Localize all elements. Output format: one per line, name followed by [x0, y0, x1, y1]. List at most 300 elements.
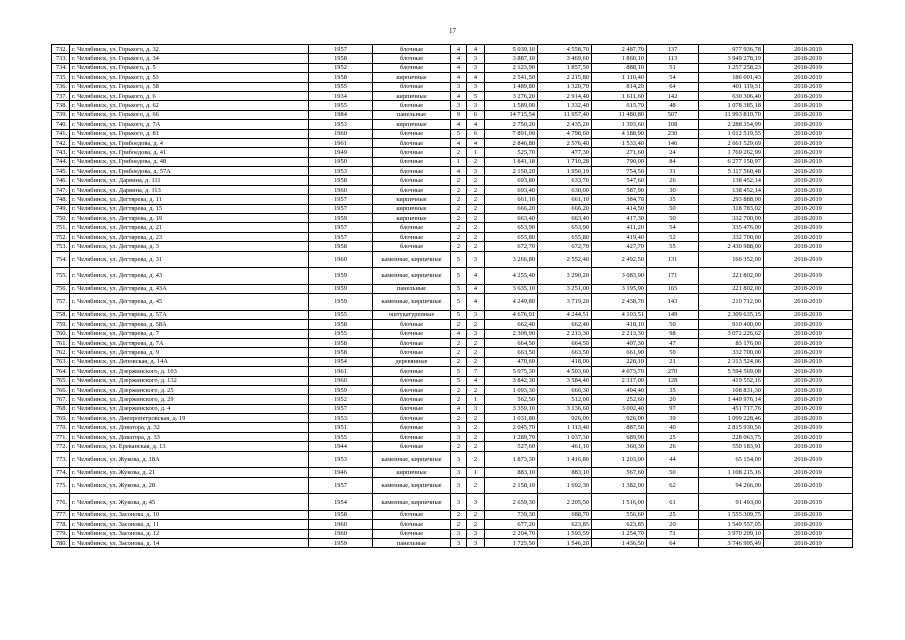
repair-cost-cell: 5 117 560,48: [699, 167, 764, 176]
total-area-cell: 661,10: [485, 195, 538, 204]
year-built-cell: 1958: [309, 176, 373, 185]
entrances-cell: 2: [467, 348, 485, 357]
floors-cell: 5: [451, 251, 467, 268]
entrances-cell: 6: [467, 129, 485, 138]
repair-period-cell: 2018-2019: [764, 329, 853, 338]
residents-cell: 84: [647, 157, 699, 166]
year-built-cell: 1957: [309, 45, 373, 54]
wall-material-cell: блочные: [373, 157, 451, 166]
address-cell: г. Челябинск, ул. Дегтярева, д. 3: [70, 242, 309, 251]
residential-area-cell: 2 213,30: [592, 329, 647, 338]
address-cell: г. Челябинск, ул. Жукова, д. 45: [70, 494, 309, 511]
table-row: [52, 63, 853, 72]
row-number-cell: 748.: [52, 195, 70, 204]
row-number-cell: 745.: [52, 167, 70, 176]
wall-material-cell: блочные: [373, 520, 451, 529]
entrances-cell: 4: [467, 268, 485, 285]
repair-cost-cell: 65 154,00: [699, 451, 764, 468]
year-built-cell: 1957: [309, 404, 373, 413]
table-row: [52, 284, 853, 293]
row-number-cell: 766.: [52, 385, 70, 394]
total-area-cell: 653,90: [485, 223, 538, 232]
repair-cost-cell: 221 802,00: [699, 268, 764, 285]
entrances-cell: 2: [467, 320, 485, 329]
entrances-cell: 3: [467, 529, 485, 538]
residential-area-cell: 271,60: [592, 148, 647, 157]
row-number-cell: 741.: [52, 129, 70, 138]
repair-cost-cell: 332 700,00: [699, 232, 764, 241]
row-number-cell: 765.: [52, 376, 70, 385]
row-number-cell: 752.: [52, 232, 70, 241]
residents-cell: 55: [647, 242, 699, 251]
residential-area-cell: 494,40: [592, 385, 647, 394]
residents-cell: 270: [647, 367, 699, 376]
living-area-cell: 663,40: [538, 214, 592, 223]
living-area-cell: 2 914,40: [538, 91, 592, 100]
row-number-cell: 777.: [52, 510, 70, 519]
residential-area-cell: 567,60: [592, 468, 647, 477]
total-area-cell: 2 541,50: [485, 73, 538, 82]
floors-cell: 2: [451, 204, 467, 213]
row-number-cell: 746.: [52, 176, 70, 185]
year-built-cell: 1954: [309, 494, 373, 511]
total-area-cell: 663,40: [485, 214, 538, 223]
entrances-cell: 4: [467, 45, 485, 54]
year-built-cell: 1959: [309, 538, 373, 547]
wall-material-cell: каменные, кирпичные: [373, 451, 451, 468]
table-row: [52, 494, 853, 511]
residents-cell: 25: [647, 510, 699, 519]
residential-area-cell: 1 611,60: [592, 91, 647, 100]
floors-cell: 2: [451, 242, 467, 251]
residential-area-cell: 360,30: [592, 442, 647, 451]
address-cell: г. Челябинск, ул. Жукова, д. 21: [70, 468, 309, 477]
table-row: [52, 385, 853, 394]
wall-material-cell: кирпичные: [373, 91, 451, 100]
total-area-cell: 527,60: [485, 442, 538, 451]
residents-cell: 97: [647, 404, 699, 413]
living-area-cell: 1 113,40: [538, 423, 592, 432]
residents-cell: 50: [647, 214, 699, 223]
wall-material-cell: деревянные: [373, 357, 451, 366]
residential-area-cell: 414,50: [592, 204, 647, 213]
repair-cost-cell: 977 936,78: [699, 45, 764, 54]
residents-cell: 21: [647, 357, 699, 366]
table-row: [52, 120, 853, 129]
entrances-cell: 4: [467, 138, 485, 147]
row-number-cell: 758.: [52, 310, 70, 319]
repair-cost-cell: 1 099 228,46: [699, 414, 764, 423]
entrances-cell: 2: [467, 477, 485, 494]
living-area-cell: 883,10: [538, 468, 592, 477]
repair-period-cell: 2018-2019: [764, 414, 853, 423]
address-cell: г. Челябинск, ул. Дегтярева, д. 11: [70, 195, 309, 204]
year-built-cell: 1953: [309, 414, 373, 423]
repair-period-cell: 2018-2019: [764, 310, 853, 319]
year-built-cell: 1957: [309, 223, 373, 232]
repair-cost-cell: 228 063,75: [699, 432, 764, 441]
total-area-cell: 3 359,10: [485, 404, 538, 413]
residential-area-cell: 2 492,50: [592, 251, 647, 268]
total-area-cell: 739,30: [485, 510, 538, 519]
address-cell: г. Челябинск, ул. Дегтярева, д. 43: [70, 268, 309, 285]
row-number-cell: 769.: [52, 414, 70, 423]
floors-cell: 2: [451, 348, 467, 357]
total-area-cell: 1 873,30: [485, 451, 538, 468]
living-area-cell: 3 469,60: [538, 54, 592, 63]
table-row: [52, 432, 853, 441]
repair-period-cell: 2018-2019: [764, 294, 853, 311]
living-area-cell: 655,80: [538, 232, 592, 241]
year-built-cell: 1961: [309, 367, 373, 376]
residential-area-cell: 1 254,70: [592, 529, 647, 538]
residential-area-cell: 2 317,00: [592, 376, 647, 385]
floors-cell: 2: [451, 176, 467, 185]
repair-cost-cell: 332 700,00: [699, 214, 764, 223]
wall-material-cell: блочные: [373, 138, 451, 147]
residents-cell: 39: [647, 414, 699, 423]
residential-area-cell: 1 436,50: [592, 538, 647, 547]
floors-cell: 2: [451, 385, 467, 394]
residents-cell: 54: [647, 73, 699, 82]
total-area-cell: 2 659,30: [485, 494, 538, 511]
living-area-cell: 1 857,50: [538, 63, 592, 72]
residents-cell: 50: [647, 320, 699, 329]
row-number-cell: 763.: [52, 357, 70, 366]
residential-area-cell: 419,40: [592, 232, 647, 241]
repair-period-cell: 2018-2019: [764, 395, 853, 404]
wall-material-cell: блочные: [373, 101, 451, 110]
total-area-cell: 2 123,90: [485, 63, 538, 72]
living-area-cell: 688,70: [538, 510, 592, 519]
address-cell: г. Челябинск, ул. Дегтярева, д. 58А: [70, 320, 309, 329]
floors-cell: 4: [451, 73, 467, 82]
row-number-cell: 743.: [52, 148, 70, 157]
address-cell: г. Челябинск, ул. Грибоедова, д. 48: [70, 157, 309, 166]
floors-cell: 3: [451, 101, 467, 110]
year-built-cell: 1960: [309, 520, 373, 529]
address-cell: г. Челябинск, ул. Засонова, д. 12: [70, 529, 309, 538]
address-cell: г. Челябинск, ул. Дегтярева, д. 9: [70, 348, 309, 357]
floors-cell: 4: [451, 404, 467, 413]
living-area-cell: 4 503,60: [538, 367, 592, 376]
repair-period-cell: 2018-2019: [764, 120, 853, 129]
wall-material-cell: каменные, кирпичные: [373, 494, 451, 511]
row-number-cell: 734.: [52, 63, 70, 72]
total-area-cell: 14 715,54: [485, 110, 538, 119]
repair-period-cell: 2018-2019: [764, 385, 853, 394]
repair-period-cell: 2018-2019: [764, 442, 853, 451]
year-built-cell: 1955: [309, 101, 373, 110]
row-number-cell: 735.: [52, 73, 70, 82]
residents-cell: 113: [647, 54, 699, 63]
residents-cell: 108: [647, 120, 699, 129]
living-area-cell: 4 798,60: [538, 129, 592, 138]
floors-cell: 5: [451, 294, 467, 311]
entrances-cell: 2: [467, 423, 485, 432]
residential-area-cell: 1 203,00: [592, 451, 647, 468]
living-area-cell: 2 213,30: [538, 329, 592, 338]
address-cell: г. Челябинск, ул. Дегтярева, д. 21: [70, 223, 309, 232]
wall-material-cell: каменные, кирпичные: [373, 294, 451, 311]
living-area-cell: 1 950,19: [538, 167, 592, 176]
row-number-cell: 737.: [52, 91, 70, 100]
wall-material-cell: блочные: [373, 442, 451, 451]
living-area-cell: 1 332,40: [538, 101, 592, 110]
floors-cell: 2: [451, 232, 467, 241]
address-cell: г. Челябинск, ул. Дзержинского, д. 25: [70, 385, 309, 394]
wall-material-cell: блочные: [373, 232, 451, 241]
repair-cost-cell: 2 313 524,06: [699, 357, 764, 366]
table-row: [52, 404, 853, 413]
living-area-cell: 1 320,70: [538, 82, 592, 91]
row-number-cell: 749.: [52, 204, 70, 213]
table-row: [52, 45, 853, 54]
residential-area-cell: 417,30: [592, 214, 647, 223]
living-area-cell: 1 416,80: [538, 451, 592, 468]
total-area-cell: 655,80: [485, 232, 538, 241]
table-row: [52, 477, 853, 494]
repair-period-cell: 2018-2019: [764, 423, 853, 432]
total-area-cell: 2 750,20: [485, 120, 538, 129]
total-area-cell: 2 309,90: [485, 329, 538, 338]
address-cell: г. Челябинск, ул. Засонова, д. 14: [70, 538, 309, 547]
table-row: [52, 148, 853, 157]
repair-period-cell: 2018-2019: [764, 63, 853, 72]
table-row: [52, 320, 853, 329]
entrances-cell: 2: [467, 432, 485, 441]
table-row: [52, 338, 853, 347]
table-row: [52, 423, 853, 432]
living-area-cell: 633,70: [538, 176, 592, 185]
living-area-cell: 926,00: [538, 414, 592, 423]
row-number-cell: 774.: [52, 468, 70, 477]
entrances-cell: 3: [467, 538, 485, 547]
residential-area-cell: 384,70: [592, 195, 647, 204]
repair-period-cell: 2018-2019: [764, 268, 853, 285]
residents-cell: 51: [647, 63, 699, 72]
residents-cell: 48: [647, 101, 699, 110]
residents-cell: 54: [647, 223, 699, 232]
living-area-cell: 418,00: [538, 357, 592, 366]
repair-period-cell: 2018-2019: [764, 529, 853, 538]
year-built-cell: 1957: [309, 204, 373, 213]
repair-period-cell: 2018-2019: [764, 82, 853, 91]
address-cell: г. Челябинск, ул. Грибоедова, д. 41: [70, 148, 309, 157]
entrances-cell: 6: [467, 110, 485, 119]
wall-material-cell: блочные: [373, 63, 451, 72]
repair-cost-cell: 3 949 278,19: [699, 54, 764, 63]
total-area-cell: 3 276,20: [485, 91, 538, 100]
table-row: [52, 185, 853, 194]
wall-material-cell: блочные: [373, 167, 451, 176]
total-area-cell: 693,80: [485, 176, 538, 185]
table-row: [52, 294, 853, 311]
residential-area-cell: 427,70: [592, 242, 647, 251]
repair-period-cell: 2018-2019: [764, 376, 853, 385]
residents-cell: 50: [647, 468, 699, 477]
living-area-cell: 477,30: [538, 148, 592, 157]
wall-material-cell: блочные: [373, 54, 451, 63]
entrances-cell: 7: [467, 367, 485, 376]
residential-area-cell: 587,90: [592, 185, 647, 194]
wall-material-cell: блочные: [373, 423, 451, 432]
residents-cell: 230: [647, 129, 699, 138]
registry-body: [52, 45, 853, 548]
repair-period-cell: 2018-2019: [764, 176, 853, 185]
repair-period-cell: 2018-2019: [764, 54, 853, 63]
row-number-cell: 751.: [52, 223, 70, 232]
total-area-cell: 1 031,80: [485, 414, 538, 423]
total-area-cell: 672,70: [485, 242, 538, 251]
residential-area-cell: 411,20: [592, 223, 647, 232]
entrances-cell: 3: [467, 494, 485, 511]
residential-area-cell: 418,10: [592, 320, 647, 329]
wall-material-cell: кирпичные: [373, 120, 451, 129]
repair-period-cell: 2018-2019: [764, 520, 853, 529]
year-built-cell: 1960: [309, 185, 373, 194]
total-area-cell: 5 039,10: [485, 45, 538, 54]
row-number-cell: 738.: [52, 101, 70, 110]
year-built-cell: 1955: [309, 310, 373, 319]
wall-material-cell: панельные: [373, 538, 451, 547]
total-area-cell: 677,20: [485, 520, 538, 529]
row-number-cell: 740.: [52, 120, 70, 129]
address-cell: г. Челябинск, ул. Горького, д. 53: [70, 73, 309, 82]
living-area-cell: 1 037,30: [538, 432, 592, 441]
floors-cell: 3: [451, 538, 467, 547]
living-area-cell: 664,50: [538, 338, 592, 347]
total-area-cell: 662,40: [485, 320, 538, 329]
wall-material-cell: кирпичные: [373, 214, 451, 223]
table-row: [52, 167, 853, 176]
year-built-cell: 1955: [309, 432, 373, 441]
entrances-cell: 1: [467, 395, 485, 404]
table-row: [52, 251, 853, 268]
residential-area-cell: 252,60: [592, 395, 647, 404]
floors-cell: 3: [451, 477, 467, 494]
repair-cost-cell: 210 712,00: [699, 294, 764, 311]
residents-cell: 131: [647, 251, 699, 268]
repair-period-cell: 2018-2019: [764, 232, 853, 241]
residential-area-cell: 4 188,90: [592, 129, 647, 138]
entrances-cell: 4: [467, 376, 485, 385]
address-cell: г. Челябинск, ул. Горького, д. 34: [70, 54, 309, 63]
wall-material-cell: панельные: [373, 284, 451, 293]
residents-cell: 44: [647, 451, 699, 468]
entrances-cell: 2: [467, 414, 485, 423]
floors-cell: 1: [451, 157, 467, 166]
repair-cost-cell: 318 783,02: [699, 204, 764, 213]
row-number-cell: 772.: [52, 442, 70, 451]
repair-period-cell: 2018-2019: [764, 73, 853, 82]
total-area-cell: 3 266,80: [485, 251, 538, 268]
total-area-cell: 2 045,70: [485, 423, 538, 432]
table-row: [52, 214, 853, 223]
table-row: [52, 529, 853, 538]
floors-cell: 4: [451, 54, 467, 63]
repair-period-cell: 2018-2019: [764, 110, 853, 119]
repair-cost-cell: 1 108 215,16: [699, 468, 764, 477]
address-cell: г. Челябинск, ул. Горького, д. 66: [70, 110, 309, 119]
entrances-cell: 2: [467, 185, 485, 194]
row-number-cell: 754.: [52, 251, 70, 268]
wall-material-cell: кирпичные: [373, 73, 451, 82]
repair-cost-cell: 6 277 150,97: [699, 157, 764, 166]
repair-cost-cell: 451 717,76: [699, 404, 764, 413]
residents-cell: 143: [647, 294, 699, 311]
residents-cell: 98: [647, 329, 699, 338]
repair-cost-cell: 2 309 635,15: [699, 310, 764, 319]
table-row: [52, 204, 853, 213]
entrances-cell: 2: [467, 357, 485, 366]
total-area-cell: 663,50: [485, 348, 538, 357]
row-number-cell: 761.: [52, 338, 70, 347]
row-number-cell: 775.: [52, 477, 70, 494]
wall-material-cell: каменные, кирпичные: [373, 268, 451, 285]
residential-area-cell: 11 480,80: [592, 110, 647, 119]
entrances-cell: 2: [467, 338, 485, 347]
year-built-cell: 1959: [309, 214, 373, 223]
address-cell: г. Челябинск, ул. Доватора, д. 32: [70, 423, 309, 432]
living-area-cell: 666,20: [538, 204, 592, 213]
floors-cell: 4: [451, 91, 467, 100]
row-number-cell: 762.: [52, 348, 70, 357]
residential-area-cell: 2 487,70: [592, 45, 647, 54]
address-cell: г. Челябинск, ул. Горького, д. 32: [70, 45, 309, 54]
floors-cell: 5: [451, 310, 467, 319]
page-number: 17: [449, 27, 456, 35]
entrances-cell: 2: [467, 232, 485, 241]
wall-material-cell: кирпичные: [373, 468, 451, 477]
year-built-cell: 1950: [309, 157, 373, 166]
entrances-cell: 2: [467, 385, 485, 394]
wall-material-cell: блочные: [373, 404, 451, 413]
living-area-cell: 4 244,51: [538, 310, 592, 319]
address-cell: г. Челябинск, ул. Дегтярева, д. 23: [70, 232, 309, 241]
repair-cost-cell: 2 661 529,69: [699, 138, 764, 147]
repair-cost-cell: 419 552,16: [699, 376, 764, 385]
row-number-cell: 764.: [52, 367, 70, 376]
entrances-cell: 2: [467, 442, 485, 451]
repair-cost-cell: 1 078 385,18: [699, 101, 764, 110]
entrances-cell: 1: [467, 148, 485, 157]
repair-period-cell: 2018-2019: [764, 242, 853, 251]
table-row: [52, 157, 853, 166]
total-area-cell: 1 093,30: [485, 385, 538, 394]
repair-cost-cell: 3 072 226,62: [699, 329, 764, 338]
entrances-cell: 3: [467, 101, 485, 110]
total-area-cell: 2 846,80: [485, 138, 538, 147]
table-row: [52, 510, 853, 519]
repair-cost-cell: 11 993 810,70: [699, 110, 764, 119]
table-row: [52, 232, 853, 241]
table-row: [52, 414, 853, 423]
total-area-cell: 1 289,70: [485, 432, 538, 441]
repair-period-cell: 2018-2019: [764, 357, 853, 366]
floors-cell: 5: [451, 129, 467, 138]
wall-material-cell: блочные: [373, 376, 451, 385]
table-row: [52, 91, 853, 100]
year-built-cell: 1960: [309, 129, 373, 138]
address-cell: г. Челябинск, ул. Дегтярева, д. 7А: [70, 338, 309, 347]
wall-material-cell: кирпичные: [373, 204, 451, 213]
total-area-cell: 562,50: [485, 395, 538, 404]
table-row: [52, 520, 853, 529]
residents-cell: 64: [647, 538, 699, 547]
residents-cell: 64: [647, 82, 699, 91]
row-number-cell: 773.: [52, 451, 70, 468]
